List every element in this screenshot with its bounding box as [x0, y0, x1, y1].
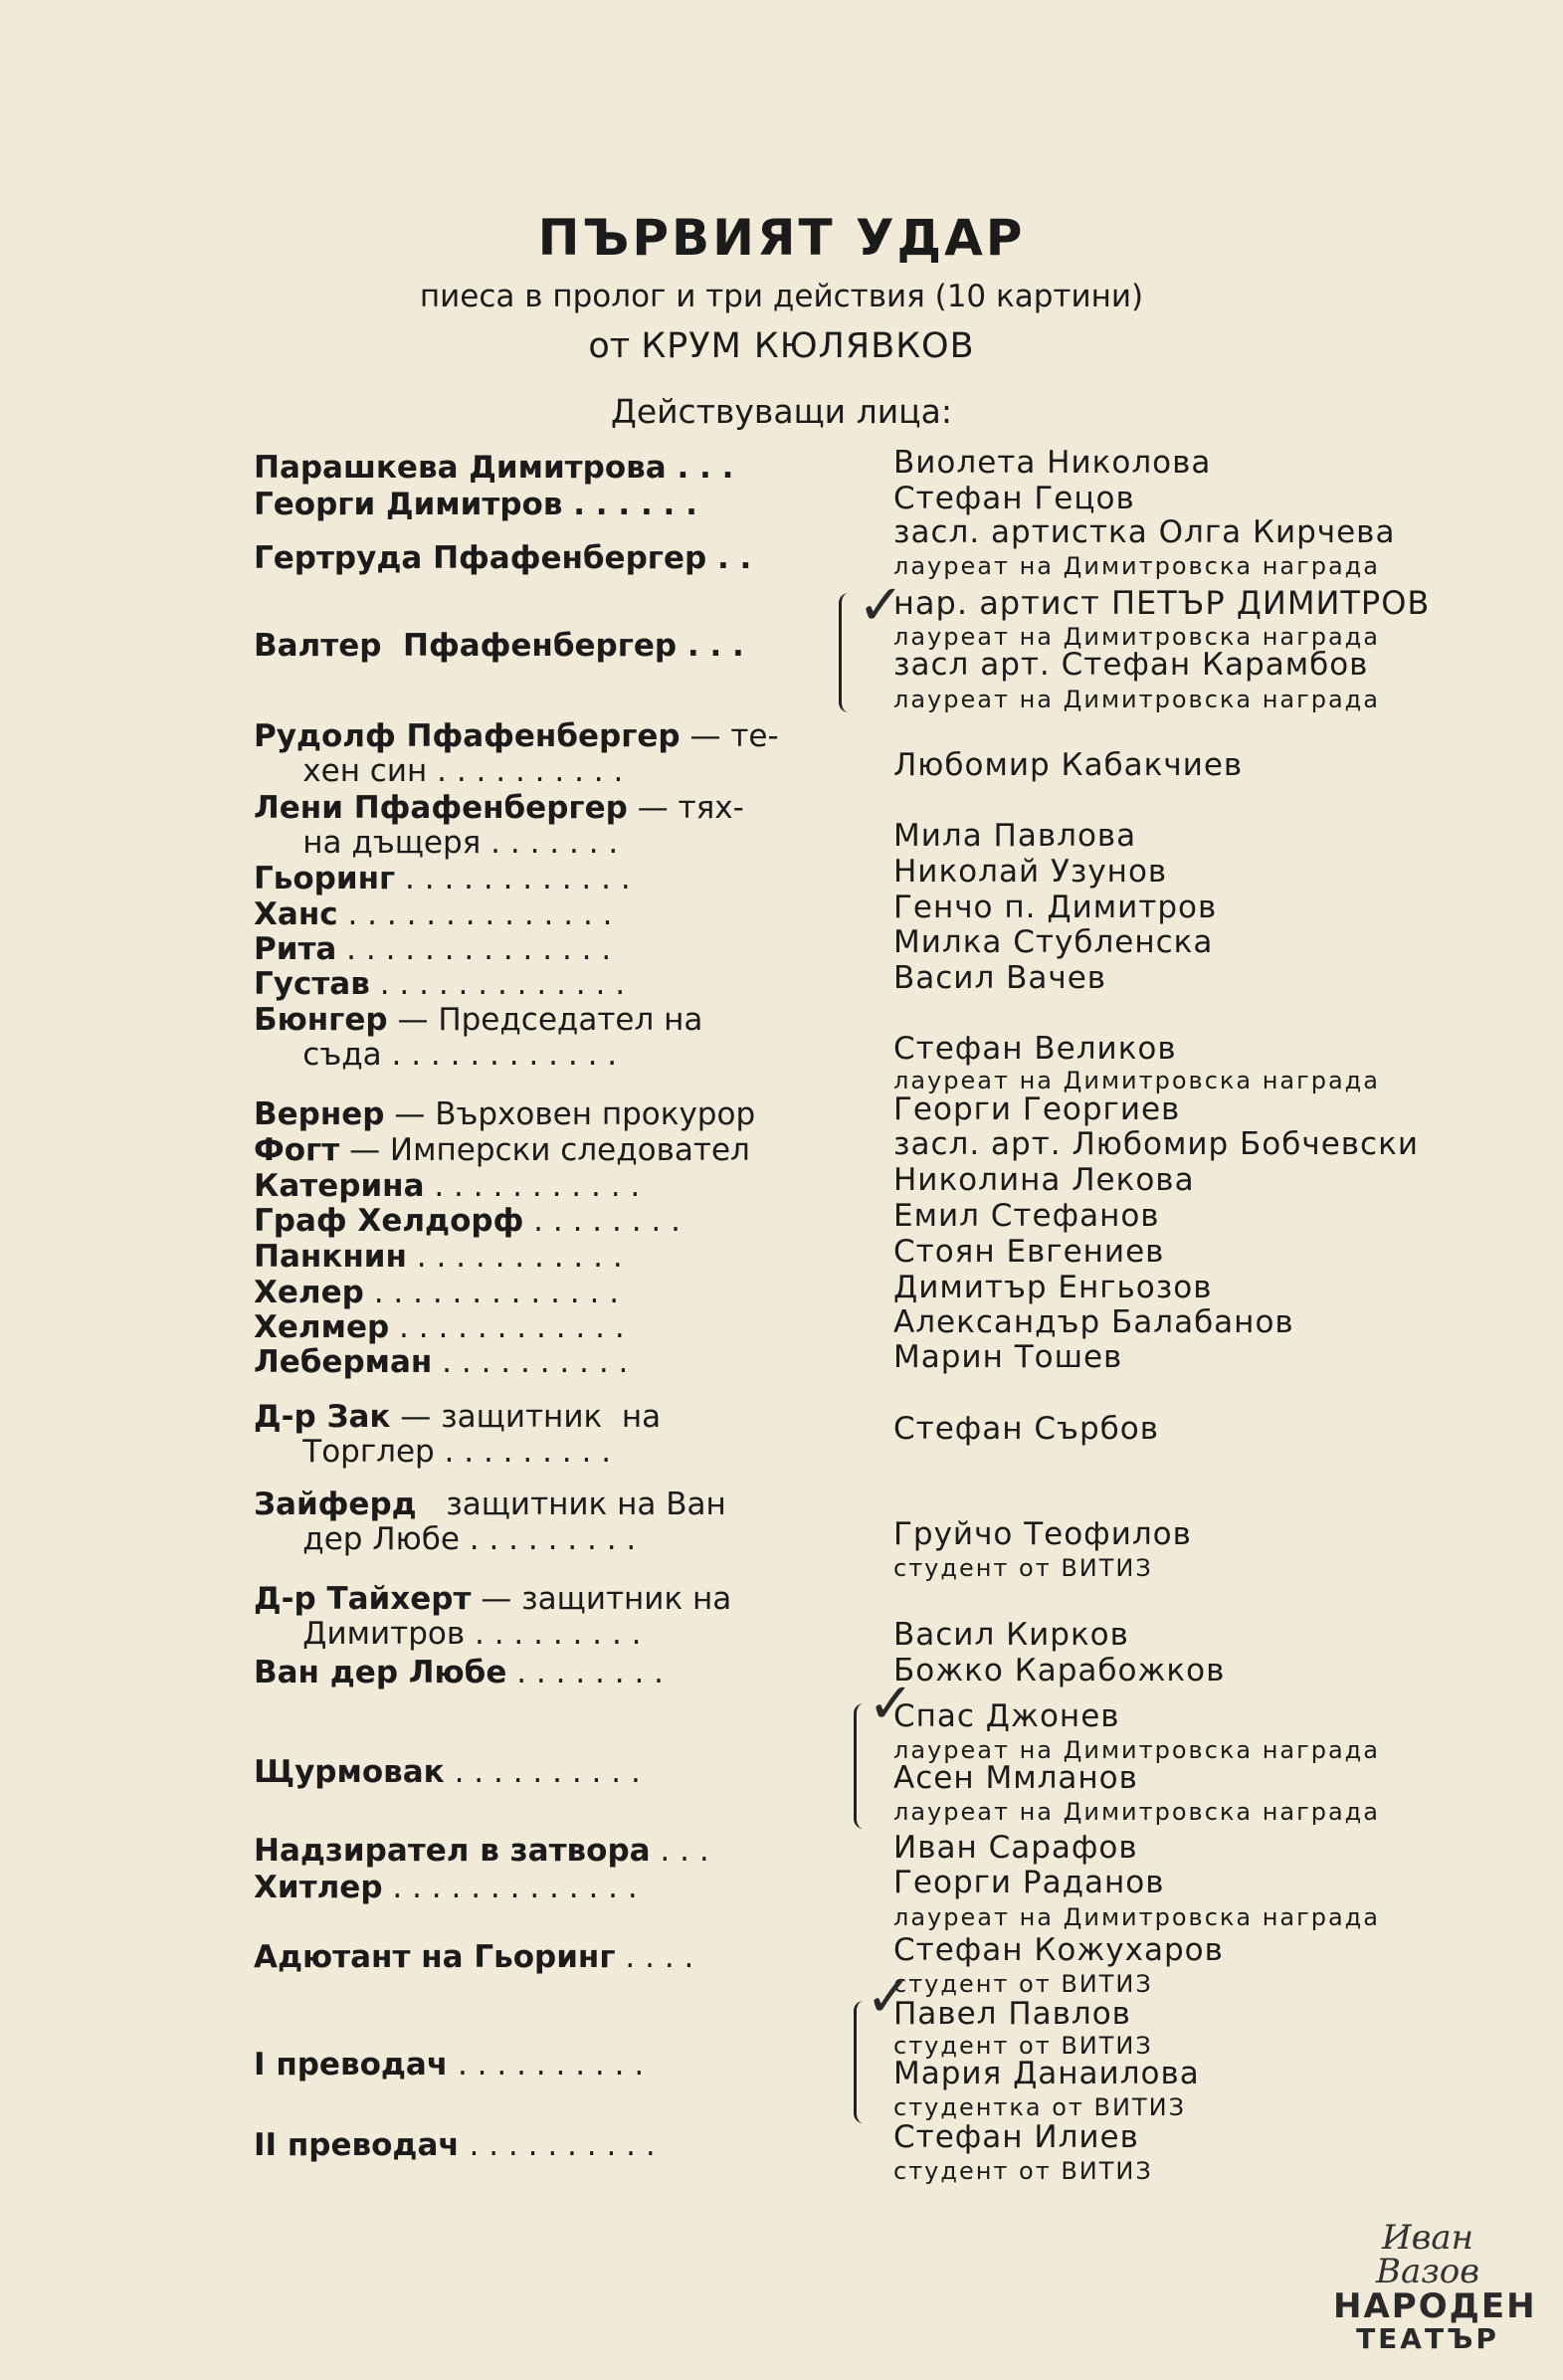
play-author	[0, 326, 1563, 366]
actor-note: лауреат на Димитровска награда	[893, 1798, 1380, 1826]
role-item: Ханс . . . . . . . . . . . . . .	[254, 896, 613, 932]
national-theatre-logo	[1333, 2218, 1537, 2355]
actor-name: нар. артист ПЕТЪР ДИМИТРОВ	[893, 584, 1431, 622]
handwritten-check-icon: ✓	[858, 573, 904, 638]
role-item: Катерина . . . . . . . . . . .	[254, 1168, 641, 1204]
role-item: Хелер . . . . . . . . . . . . .	[254, 1275, 620, 1310]
actor-note: студентка от ВИТИЗ	[893, 2093, 1186, 2121]
role-item: Д-р Тайхерт — защитник на Димитров . . . . . . . . .	[254, 1581, 732, 1652]
role-item: I преводач . . . . . . . . . .	[254, 2047, 645, 2082]
actor-note: студент от ВИТИЗ	[893, 2157, 1153, 2185]
actor-note: лауреат на Димитровска награда	[893, 686, 1380, 713]
actor-name: Генчо п. Димитров	[893, 890, 1218, 925]
actor-name: Любомир Кабакчиев	[893, 747, 1244, 783]
author-prefix: от	[588, 326, 631, 366]
actor-name: Божко Карабожков	[893, 1653, 1226, 1688]
actor-name: Стефан Кожухаров	[893, 1932, 1224, 1968]
role-item: Вернер — Върховен прокурор	[254, 1096, 756, 1132]
actor-name: Васил Кирков	[893, 1617, 1129, 1653]
actor-name: засл арт. Стефан Карамбов	[893, 647, 1369, 683]
alternate-cast-bracket	[839, 593, 852, 712]
actor-name: Стефан Сърбов	[893, 1411, 1159, 1447]
actor-name: Стоян Евгениев	[893, 1234, 1165, 1270]
handwritten-check-icon: ✓	[866, 1965, 912, 2030]
actor-name: Емил Стефанов	[893, 1198, 1160, 1234]
logo-line-2: ТЕАТЪР	[1356, 2322, 1499, 2355]
role-item: Густав . . . . . . . . . . . . .	[254, 966, 626, 1002]
actor-name: Николай Узунов	[893, 854, 1168, 890]
role-item: Леберман . . . . . . . . . .	[254, 1344, 629, 1380]
actor-name: Милка Стубленска	[893, 924, 1214, 960]
play-title: ПЪРВИЯТ УДАР	[537, 209, 1026, 267]
author-name: КРУМ КЮЛЯВКОВ	[641, 326, 975, 366]
actor-name: Георги Раданов	[893, 1865, 1165, 1900]
handwritten-check-icon: ✓	[868, 1672, 914, 1736]
logo-signature: Иван Вазов	[1375, 2218, 1480, 2291]
role-item: Зайферд защитник на Ван дер Любе . . . . . . . . .	[254, 1487, 726, 1557]
role-item: Рита . . . . . . . . . . . . . .	[254, 931, 612, 967]
actor-name: Груйчо Теофилов	[893, 1516, 1192, 1552]
logo-line-1: НАРОДЕН	[1333, 2286, 1537, 2326]
role-item: Хитлер . . . . . . . . . . . . .	[254, 1870, 638, 1905]
actor-name: Николина Лекова	[893, 1162, 1195, 1198]
actor-name: Спас Джонев	[893, 1698, 1120, 1734]
cast-heading: Действуващи лица:	[611, 392, 952, 431]
actor-name: Мария Данаилова	[893, 2056, 1200, 2091]
actor-note: студент от ВИТИЗ	[893, 1970, 1153, 1998]
actor-name: Марин Тошев	[893, 1339, 1123, 1375]
role-item: Ван дер Любе . . . . . . . .	[254, 1655, 665, 1690]
actor-note: лауреат на Димитровска награда	[893, 1736, 1380, 1764]
actor-name: засл. арт. Любомир Бобчевски	[893, 1126, 1419, 1162]
actor-name: Иван Сарафов	[893, 1830, 1138, 1866]
role-item: Фогт — Имперски следовател	[254, 1132, 750, 1168]
role-item: Гьоринг . . . . . . . . . . . .	[254, 861, 631, 896]
role-item: Гертруда Пфафенбергер . .	[254, 540, 752, 576]
role-item: Щурмовак . . . . . . . . . .	[254, 1754, 641, 1790]
role-item: II преводач . . . . . . . . . .	[254, 2127, 656, 2163]
role-item: Бюнгер — Председател на съда . . . . . . . . . . . .	[254, 1002, 703, 1073]
actor-name: Асен Ммланов	[893, 1760, 1138, 1796]
role-item: Георги Димитров . . . . . .	[254, 487, 697, 522]
role-item: Валтер Пфафенбергер . . .	[254, 628, 744, 664]
play-subtitle: пиеса в пролог и три действия (10 картини)	[419, 279, 1144, 314]
actor-name: засл. артистка Олга Кирчева	[893, 514, 1396, 550]
actor-name: Александър Балабанов	[893, 1304, 1294, 1340]
actor-note: студент от ВИТИЗ	[893, 2032, 1153, 2060]
actor-note: студент от ВИТИЗ	[893, 1554, 1153, 1582]
actor-name: Стефан Гецов	[893, 481, 1135, 516]
actor-name: Мила Павлова	[893, 818, 1137, 854]
role-item: Адютант на Гьоринг . . . .	[254, 1939, 694, 1975]
actor-name: Георги Георгиев	[893, 1091, 1181, 1127]
role-item: Лени Пфафенбергер — тях- на дъщеря . . . . . . .	[254, 790, 744, 861]
role-item: Надзирател в затвора . . .	[254, 1833, 709, 1869]
actor-note: лауреат на Димитровска награда	[893, 623, 1380, 651]
role-item: Рудолф Пфафенбергер — те- хен син . . . . . . . . . .	[254, 718, 779, 789]
role-item: Парашкева Димитрова . . .	[254, 450, 734, 486]
actor-note: лауреат на Димитровска награда	[893, 1903, 1380, 1931]
actor-note: лауреат на Димитровска награда	[893, 1067, 1380, 1094]
actor-name: Стефан Великов	[893, 1031, 1177, 1067]
role-item: Д-р Зак — защитник на Торглер . . . . . . . . .	[254, 1399, 662, 1470]
actor-name: Виолета Николова	[893, 445, 1212, 481]
role-item: Граф Хелдорф . . . . . . . .	[254, 1203, 681, 1239]
actor-name: Васил Вачев	[893, 960, 1107, 996]
actor-name: Стефан Илиев	[893, 2119, 1139, 2155]
alternate-cast-bracket	[854, 1703, 867, 1829]
actor-name: Павел Павлов	[893, 1996, 1131, 2032]
role-item: Хелмер . . . . . . . . . . . .	[254, 1309, 625, 1345]
role-item: Панкнин . . . . . . . . . . .	[254, 1239, 623, 1275]
actor-note: лауреат на Димитровска награда	[893, 552, 1380, 580]
actor-name: Димитър Енгьозов	[893, 1270, 1213, 1305]
